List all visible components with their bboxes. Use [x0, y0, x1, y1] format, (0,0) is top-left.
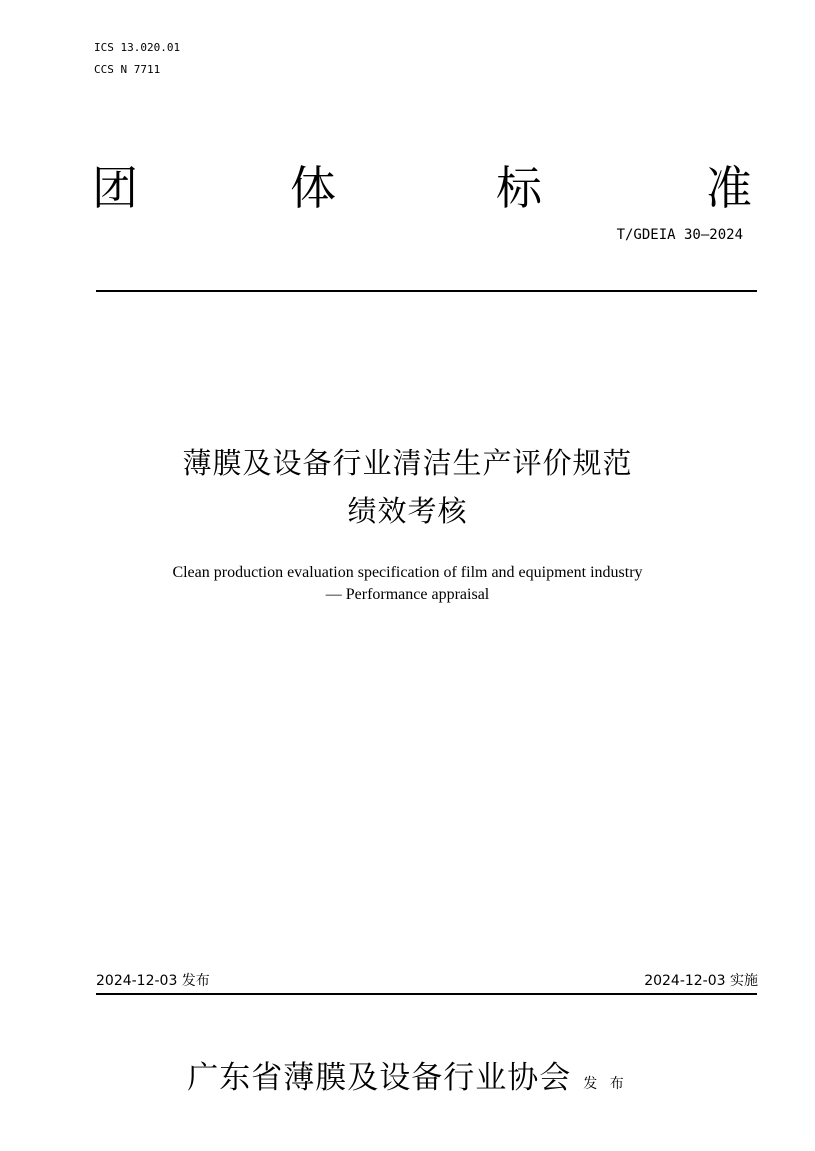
english-title-line1: Clean production evaluation specification of film and equipment industry [172, 564, 643, 581]
effective-date: 2024-12-03 实施 [644, 973, 758, 989]
standard-type-char: 准 [706, 161, 752, 215]
publisher-name: 广东省薄膜及设备行业协会 [187, 1060, 572, 1096]
standard-type-char: 团 [92, 161, 138, 215]
standard-number: T/GDEIA 30—2024 [616, 227, 743, 243]
chinese-title-line2: 绩效考核 [347, 494, 468, 528]
english-title-line2: — Performance appraisal [325, 586, 490, 603]
ics-code: ICS 13.020.01 [94, 41, 181, 54]
bottom-divider [96, 993, 757, 995]
standard-type-char: 标 [496, 161, 542, 215]
top-divider [96, 290, 757, 292]
ccs-code: CCS N 7711 [94, 63, 161, 76]
standard-type-heading [92, 160, 752, 216]
publisher-line [0, 1056, 815, 1106]
issue-date: 2024-12-03 发布 [96, 973, 210, 989]
standard-type-char: 体 [290, 161, 336, 215]
chinese-title-line1: 薄膜及设备行业清洁生产评价规范 [182, 446, 633, 480]
publish-label: 发 布 [583, 1076, 628, 1092]
